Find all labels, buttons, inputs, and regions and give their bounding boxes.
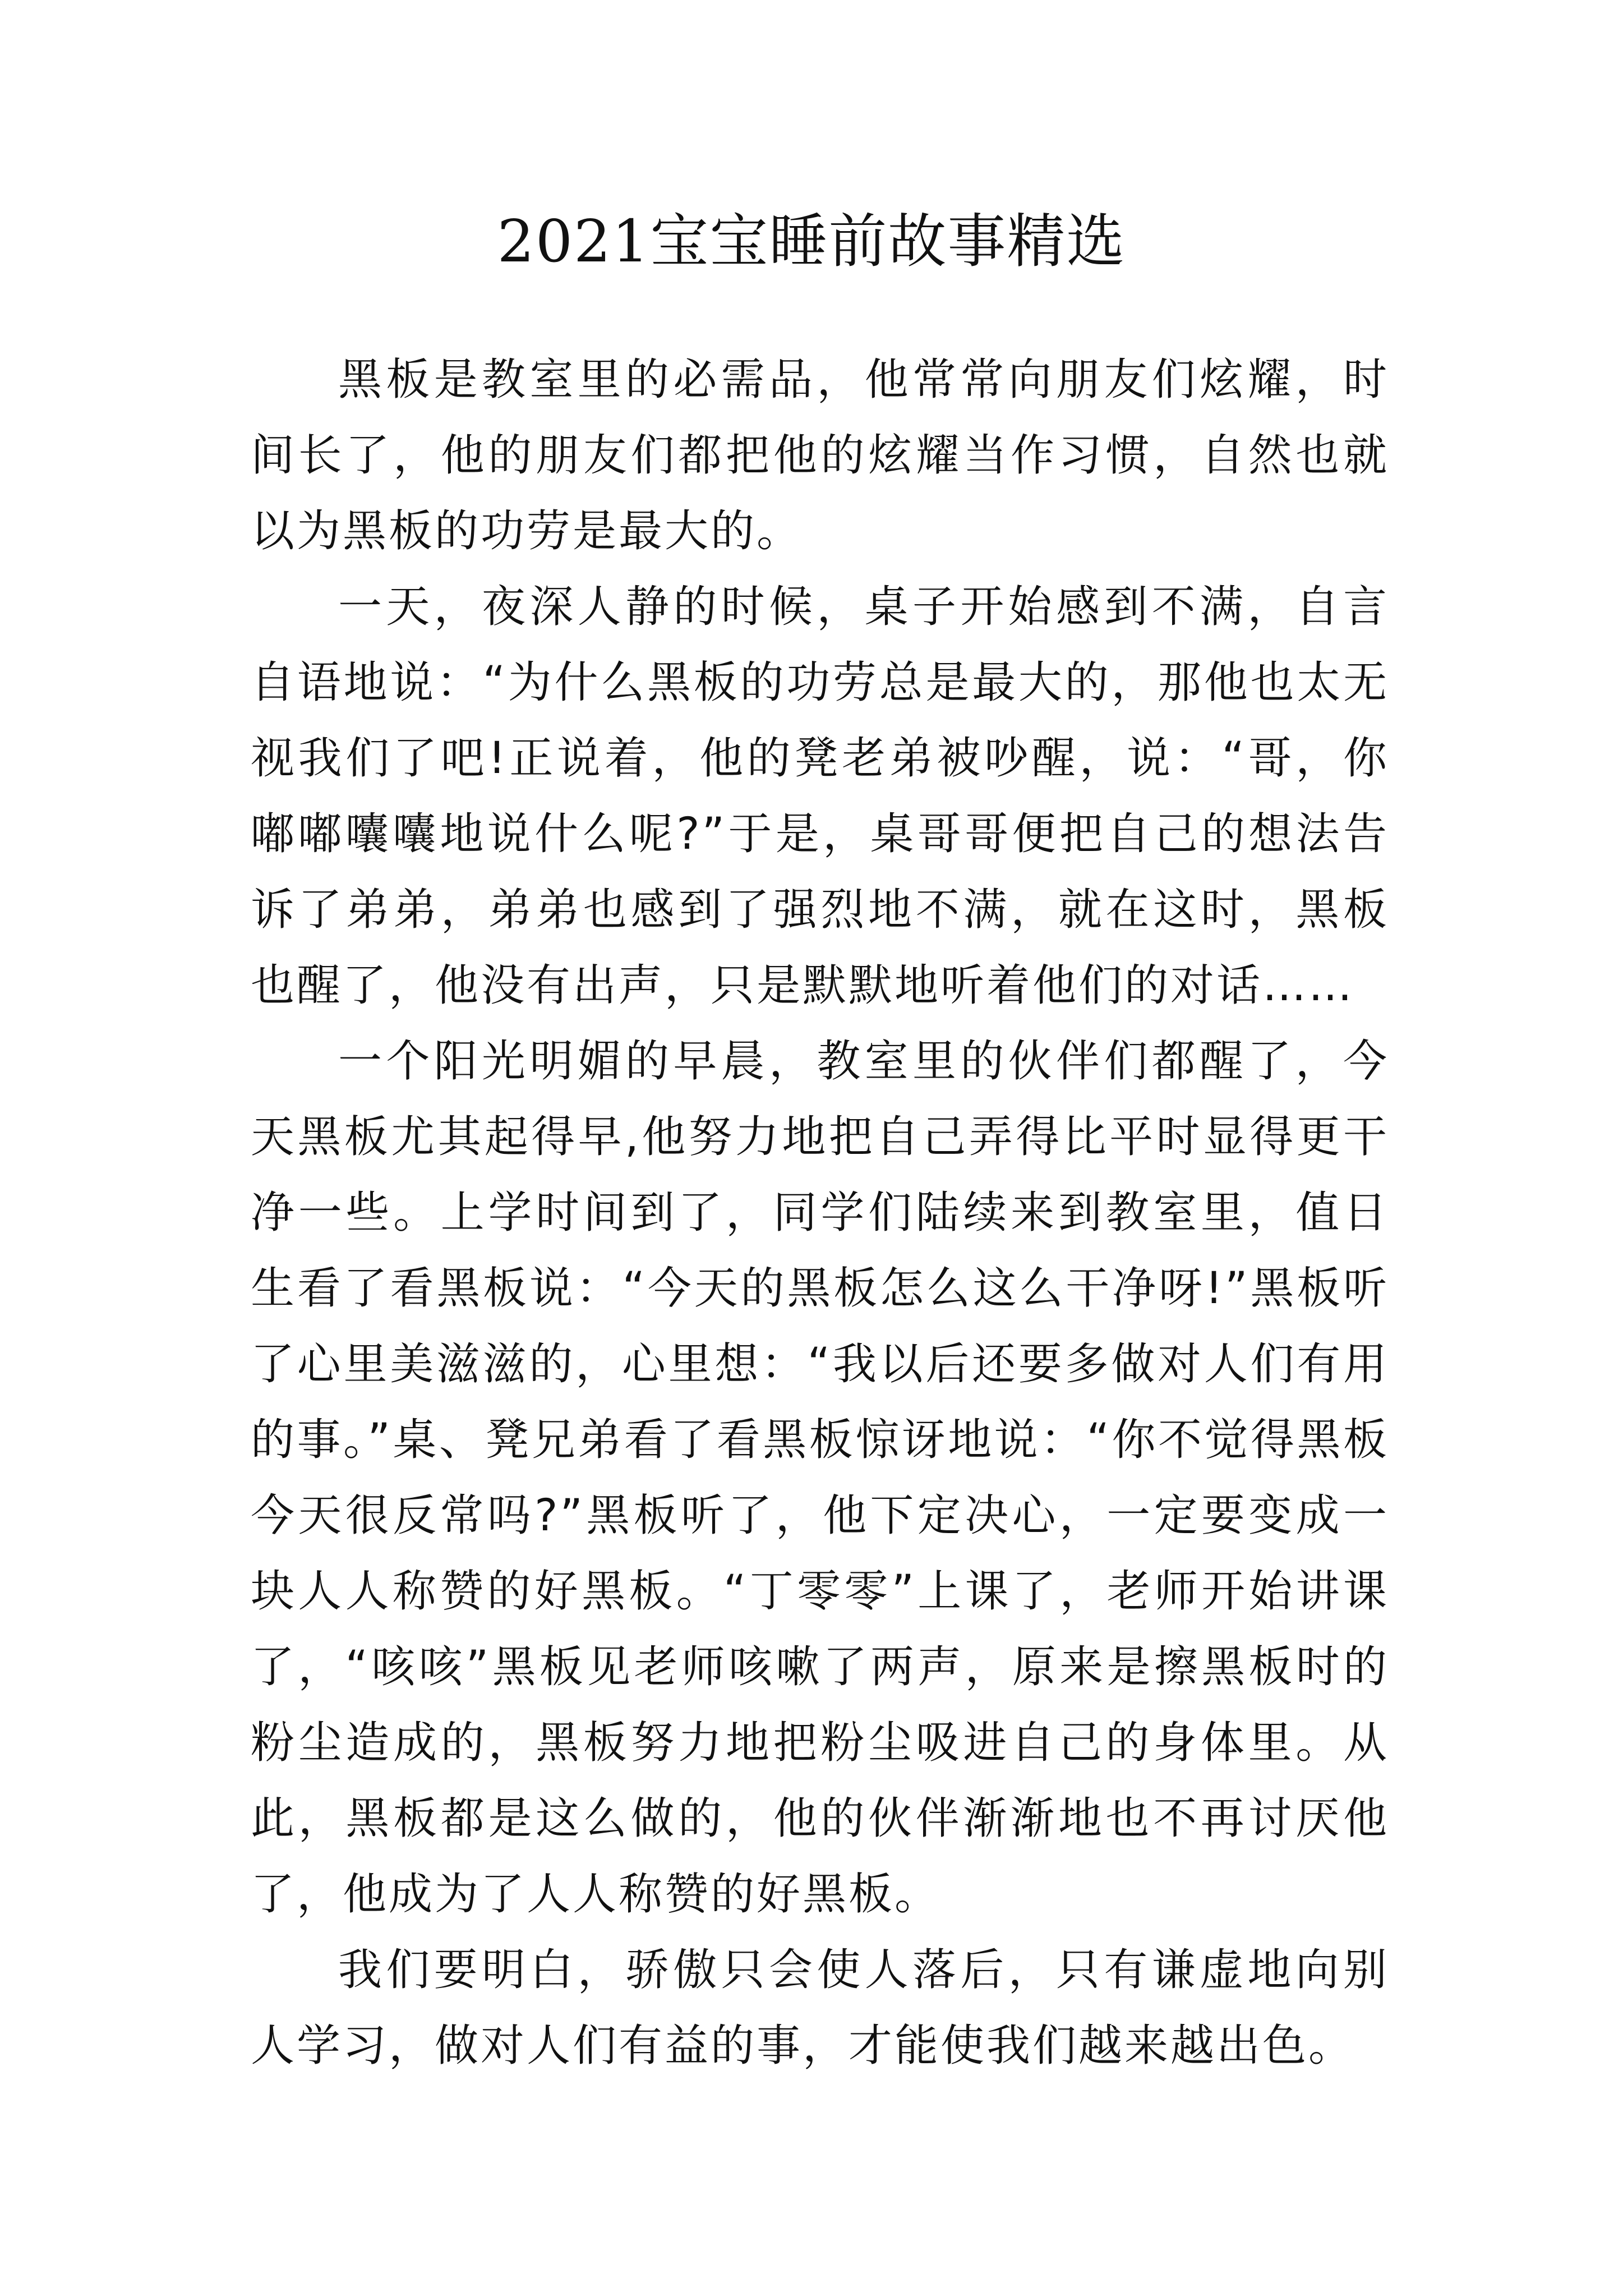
- document-title: 2021宝宝睡前故事精选: [497, 207, 1126, 275]
- paragraph-2: 一天，夜深人静的时候，桌子开始感到不满，自言自语地说：“为什么黑板的功劳总是最大的，那他也太无视我们了吧!正说着，他的凳老弟被吵醒，说：“哥，你嘟嘟囔囔地说什么呢?”于是，桌哥哥便把自己的想法告诉了弟弟，弟弟也感到了强烈地不满，就在这时，黑板也醒了，他没有出声，只是默默地听着他们的对话……: [251, 582, 1389, 1011]
- paragraph-1: 黑板是教室里的必需品，他常常向朋友们炫耀，时间长了，他的朋友们都把他的炫耀当作习惯，自然也就以为黑板的功劳是最大的。: [251, 355, 1389, 556]
- document-body: [251, 342, 1389, 2084]
- paragraph-3: 一个阳光明媚的早晨，教室里的伙伴们都醒了，今天黑板尤其起得早,他努力地把自己弄得比平时显得更干净一些。上学时间到了，同学们陆续来到教室里，值日生看了看黑板说：“今天的黑板怎么这么干净呀!”黑板听了心里美滋滋的，心里想：“我以后还要多做对人们有用的事。”桌、凳兄弟看了看黑板惊讶地说：“你不觉得黑板今天很反常吗?”黑板听了，他下定决心，一定要变成一块人人称赞的好黑板。“丁零零”上课了，老师开始讲课了，“咳咳”黑板见老师咳嗽了两声，原来是擦黑板时的粉尘造成的，黑板努力地把粉尘吸进自己的身体里。从此，黑板都是这么做的，他的伙伴渐渐地也不再讨厌他了，他成为了人人称赞的好黑板。: [251, 1036, 1389, 1920]
- paragraph-4: 我们要明白，骄傲只会使人落后，只有谦虚地向别人学习，做对人们有益的事，才能使我们越来越出色。: [251, 1945, 1389, 2071]
